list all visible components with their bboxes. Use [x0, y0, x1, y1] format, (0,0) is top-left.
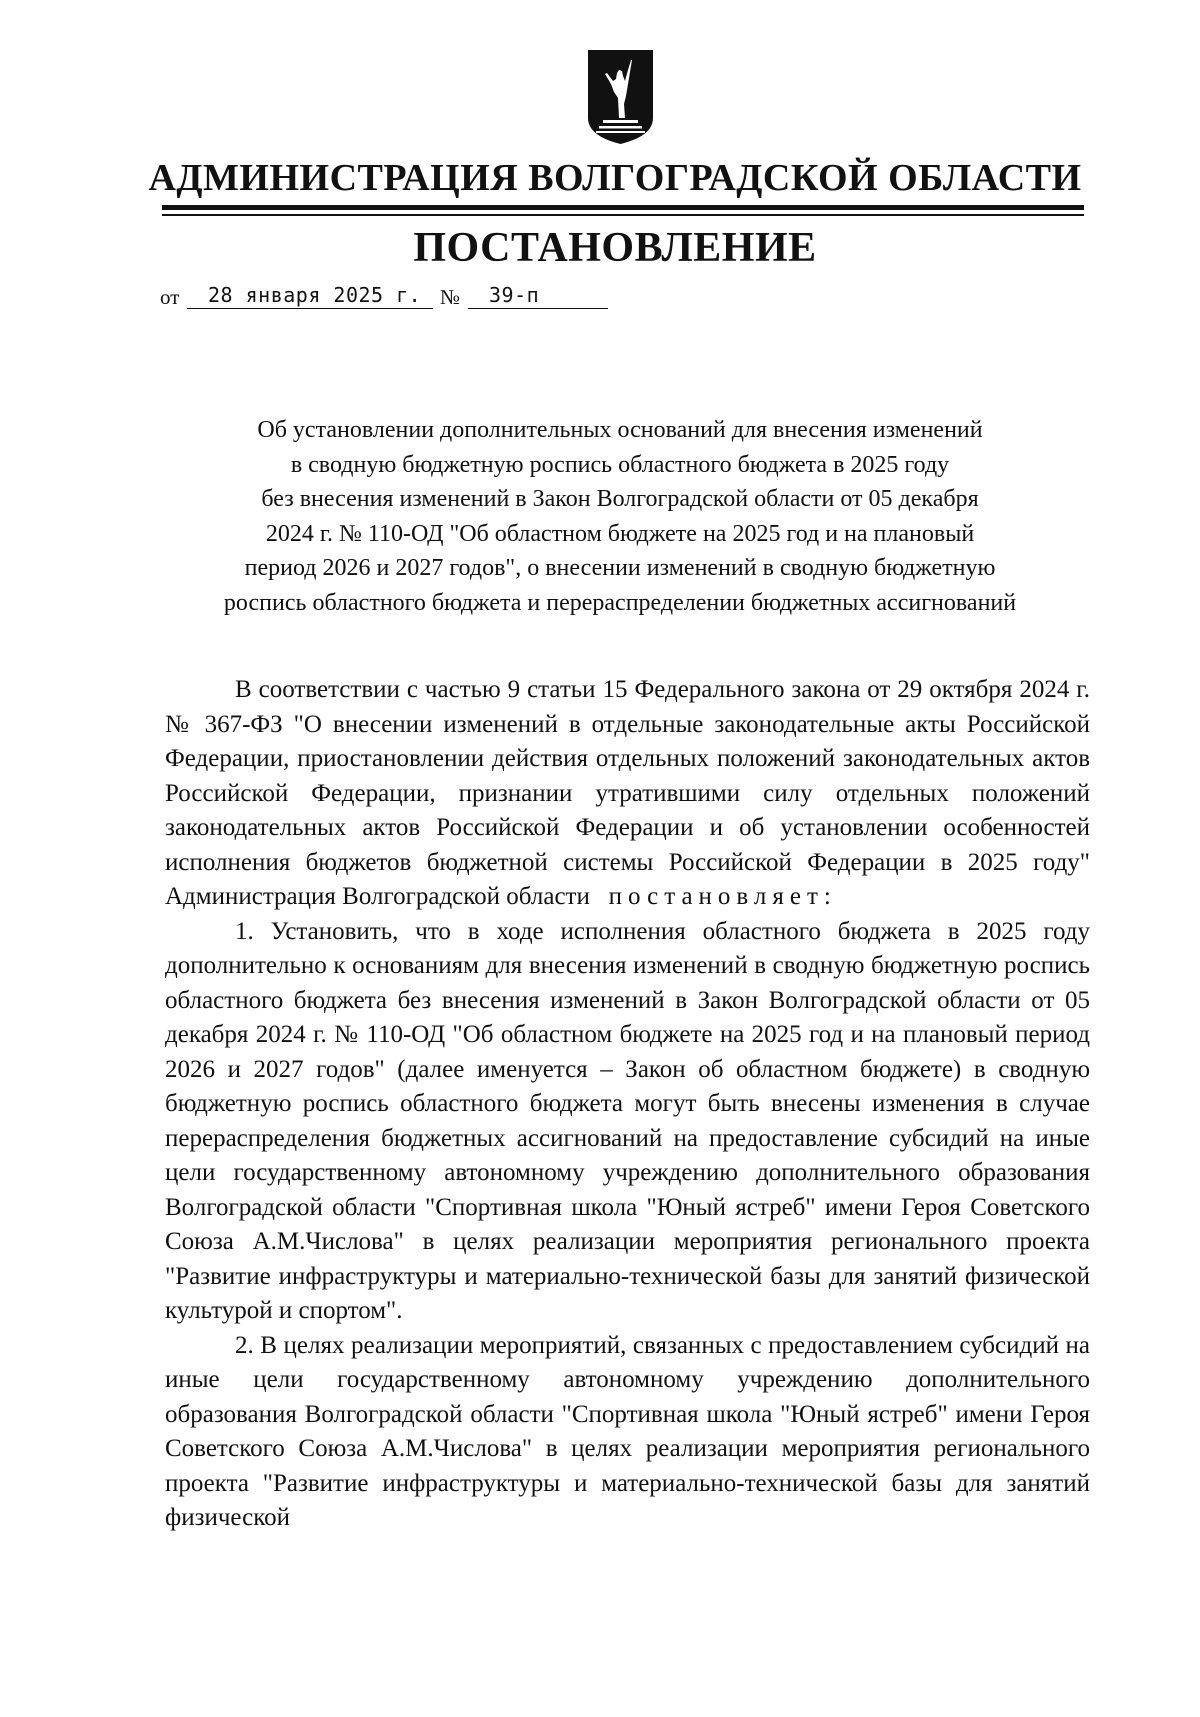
- title-line: без внесения изменений в Закон Волгоградской области от 05 декабря: [261, 486, 979, 512]
- date-number-line: [160, 283, 620, 313]
- paragraph-1: 1. Установить, что в ходе исполнения областного бюджета в 2025 году дополнительно к основаниям для внесения изменений в сводную бюджетную роспись областного бюджета без внесения изменений в Закон Волгоградской области от 05 декабря 2024 г. № 110-ОД "Об областном бюджете на 2025 год и на плановый период 2026 и 2027 годов" (далее именуется – Закон об областном бюджете) в сводную бюджетную роспись областного бюджета могут быть внесены изменения в случае перераспределения бюджетных ассигнований на предоставление субсидий на иные цели государственному автономному учреждению дополнительного образования Волгоградской области "Спортивная школа "Юный ястреб" имени Героя Советского Союза А.М.Числова" в целях реализации мероприятия регионального проекта "Развитие инфраструктуры и материально-технической базы для занятий физической культурой и спортом".: [165, 917, 1090, 1324]
- document-type: ПОСТАНОВЛЕНИЕ: [413, 225, 817, 271]
- number-label: №: [440, 285, 461, 309]
- title-line: период 2026 и 2027 годов", о внесении изменений в сводную бюджетную: [244, 555, 996, 581]
- preamble-text: В соответствии с частью 9 статьи 15 Федерального закона от 29 октября 2024 г. № 367-ФЗ "О внесении изменений в отдельные законодательные акты Российской Федерации, приостановлении действия отдельных положений законодательных актов Российской Федерации, признании утратившими силу отдельных положений законодательных актов Российской Федерации и об установлении особенностей исполнения бюджетов бюджетной системы Российской Федерации в 2025 году" Администрация Волгоградской области: [165, 676, 1090, 910]
- document-body: [165, 673, 1090, 1536]
- date-label: от: [160, 285, 180, 309]
- agency-title: АДМИНИСТРАЦИЯ ВОЛГОГРАДСКОЙ ОБЛАСТИ: [148, 157, 1082, 199]
- header-rule-thick: [162, 205, 1084, 210]
- paragraph-2: 2. В целях реализации мероприятий, связанных с предоставлением субсидий на иные цели государственному автономному учреждению дополнительного образования Волгоградской области "Спортивная школа "Юный ястреб" имени Героя Советского Союза А.М.Числова" в целях реализации мероприятия регионального проекта "Развитие инфраструктуры и материально-технической базы для занятий физической: [165, 1331, 1090, 1531]
- title-line: 2024 г. № 110-ОД "Об областном бюджете на 2025 год и на плановый: [265, 520, 975, 547]
- resolves-keyword: постановляет:: [608, 883, 837, 910]
- title-line: Об установлении дополнительных оснований для внесения изменений: [257, 417, 983, 443]
- header-rule-thin: [162, 214, 1084, 216]
- coat-of-arms-icon: [585, 48, 656, 146]
- document-date: 28 января 2025 г.: [187, 283, 433, 309]
- document-number: 39-п: [468, 283, 608, 309]
- preamble-paragraph: [165, 673, 1090, 915]
- document-title: [150, 413, 1090, 620]
- title-line: в сводную бюджетную роспись областного бюджета в 2025 году: [290, 451, 950, 478]
- title-line: роспись областного бюджета и перераспределении бюджетных ассигнований: [223, 589, 1017, 616]
